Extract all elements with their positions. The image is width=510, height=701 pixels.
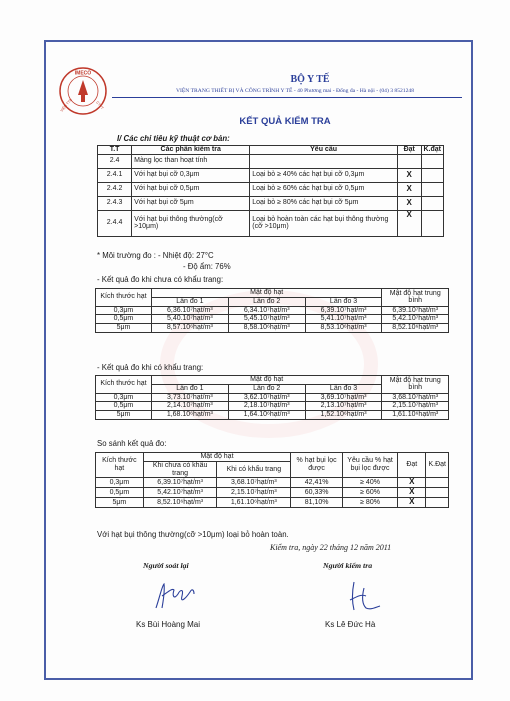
col-header: Khi có khẩu trang: [217, 461, 291, 478]
cell: 3,73.10⁷hạt/m³: [151, 393, 228, 402]
compare-table: [95, 452, 449, 508]
col-header: Lần đo 3: [305, 384, 382, 393]
col-header: Yêu cầu % hạt bụi lọc được: [342, 453, 397, 478]
table-row: [98, 168, 444, 182]
col-header: Mật độ hạt: [151, 376, 382, 385]
table-row: [96, 411, 449, 420]
table-header-row: [96, 289, 449, 298]
cell: [421, 154, 444, 168]
col-header: K.Đạt: [426, 453, 449, 478]
logo-text-right: CTYT: [95, 100, 105, 111]
cell: 2.4.2: [98, 182, 132, 196]
cell: 2.4.4: [98, 210, 132, 236]
col-header: Lần đo 1: [151, 297, 228, 306]
col-header: Mật độ hạt trung bình: [382, 376, 449, 394]
cell: X: [398, 488, 426, 498]
table-row: [98, 154, 444, 168]
cell: 6,34.10⁷hạt/m³: [228, 306, 305, 315]
table-row: [96, 402, 449, 411]
cell: Với hạt bụi cỡ 0,5μm: [132, 182, 250, 196]
table-row: [96, 315, 449, 324]
cell: 1,61.10⁶hạt/m³: [382, 411, 449, 420]
cell: 2.4.3: [98, 196, 132, 210]
cell: X: [398, 498, 426, 508]
compare-note: Với hạt bụi thông thường(cỡ >10μm) loại bỏ hoàn toàn.: [97, 530, 289, 539]
col-header: Lần đo 3: [305, 297, 382, 306]
env-humidity: - Độ ẩm: 76%: [183, 262, 231, 271]
cell: ≥ 60%: [342, 488, 397, 498]
cell: 3,62.10⁷hạt/m³: [228, 393, 305, 402]
cell: 2.4.1: [98, 168, 132, 182]
col-header: Kích thước hạt: [96, 376, 152, 394]
table-row: [98, 210, 444, 236]
cell: 8,52.10⁶hạt/m³: [143, 498, 217, 508]
no-mask-table: [95, 288, 449, 333]
cell: Với hạt bụi thông thường(cỡ >10μm): [132, 210, 250, 236]
cell: 6,39.10⁷hạt/m³: [382, 306, 449, 315]
cell: 0,5μm: [96, 315, 152, 324]
col-header: Lần đo 2: [228, 297, 305, 306]
cell: X: [397, 196, 421, 210]
cell: [421, 168, 444, 182]
table-row: [96, 306, 449, 315]
compare-heading: So sánh kết quả đo:: [97, 439, 167, 448]
cell: 5,41.10⁷hạt/m³: [305, 315, 382, 324]
cell: 3,69.10⁷hạt/m³: [305, 393, 382, 402]
cell: 6,39.10⁷hạt/m³: [305, 306, 382, 315]
cell: 0,5μm: [96, 402, 152, 411]
cell: 1,61.10⁶hạt/m³: [217, 498, 291, 508]
table-row: [96, 393, 449, 402]
cell: Loại bỏ ≥ 80% các hạt bụi cỡ 5μm: [250, 196, 398, 210]
spec-table: [97, 145, 444, 237]
table-header-row: [96, 376, 449, 385]
cell: 6,39.10⁷hạt/m³: [143, 478, 217, 488]
col-header: K.đạt: [421, 146, 444, 155]
col-header: Kích thước hạt: [96, 453, 144, 478]
cell: 42,41%: [291, 478, 343, 488]
cell: [426, 478, 449, 488]
table-row: [98, 182, 444, 196]
reviewer-title: Người soát lại: [143, 561, 189, 570]
col-header: Lần đo 1: [151, 384, 228, 393]
cell: 8,58.10⁶hạt/m³: [228, 324, 305, 333]
cell: 6,36.10⁷hạt/m³: [151, 306, 228, 315]
cell: 5,40.10⁷hạt/m³: [151, 315, 228, 324]
cell: 5μm: [96, 498, 144, 508]
cell: ≥ 40%: [342, 478, 397, 488]
cell: 81,10%: [291, 498, 343, 508]
cell: Loại bỏ ≥ 40% các hạt bụi cỡ 0,3μm: [250, 168, 398, 182]
col-header: Khi chưa có khẩu trang: [143, 461, 217, 478]
cell: 0,3μm: [96, 306, 152, 315]
cell: 2,18.10⁷hạt/m³: [228, 402, 305, 411]
cell: 0,5μm: [96, 488, 144, 498]
cell: 5μm: [96, 411, 152, 420]
page-title: KẾT QUẢ KIỂM TRA: [239, 116, 331, 127]
cell: [250, 154, 398, 168]
cell: Loại bỏ hoàn toàn các hạt bụi thông thường (cỡ >10μm): [250, 210, 398, 236]
cell: 1,52.10⁶hạt/m³: [305, 411, 382, 420]
cell: Với hạt bụi cỡ 5μm: [132, 196, 250, 210]
cell: X: [397, 210, 421, 236]
inspector-signature: [340, 578, 384, 614]
col-header: Mật độ hạt: [143, 453, 291, 462]
col-header: % hạt bụi lọc được: [291, 453, 343, 478]
col-header: Kích thước hạt: [96, 289, 152, 307]
cell: 0,3μm: [96, 393, 152, 402]
cell: 2.4: [98, 154, 132, 168]
cell: 3,68.10⁷hạt/m³: [382, 393, 449, 402]
inspector-title: Người kiểm tra: [323, 561, 373, 570]
col-header: Đạt: [398, 453, 426, 478]
table-row: [96, 498, 449, 508]
cell: Loại bỏ ≥ 60% các hạt bụi cỡ 0,5μm: [250, 182, 398, 196]
ministry-name: BỘ Y TẾ: [290, 74, 330, 85]
with-mask-table: [95, 375, 449, 420]
table-header-row: [98, 146, 444, 155]
env-temperature: * Môi trường đo : - Nhiệt độ: 27°C: [97, 251, 214, 260]
cell: 2,15.10⁷hạt/m³: [217, 488, 291, 498]
table-row: [98, 196, 444, 210]
cell: X: [397, 182, 421, 196]
cell: 5,45.10⁷hạt/m³: [228, 315, 305, 324]
col-header: Lần đo 2: [228, 384, 305, 393]
cell: [421, 210, 444, 236]
header-divider: [112, 97, 462, 98]
col-header: Yêu cầu: [250, 146, 398, 155]
cell: 60,33%: [291, 488, 343, 498]
cell: [426, 498, 449, 508]
reviewer-signature: [150, 578, 200, 614]
logo-text-left: VIỆN TTB: [59, 97, 73, 113]
cell: ≥ 80%: [342, 498, 397, 508]
col-header: Mật độ hạt trung bình: [382, 289, 449, 307]
no-mask-heading: - Kết quả đo khi chưa có khẩu trang:: [97, 275, 224, 284]
cell: 2,14.10⁷hạt/m³: [151, 402, 228, 411]
cell: 8,57.10⁶hạt/m³: [151, 324, 228, 333]
col-header: T.T: [98, 146, 132, 155]
inspection-date: Kiểm tra, ngày 22 tháng 12 năm 2011: [270, 543, 392, 552]
table-row: [96, 488, 449, 498]
cell: 2,15.10⁷hạt/m³: [382, 402, 449, 411]
cell: 5,42.10⁷hạt/m³: [143, 488, 217, 498]
col-header: Các phần kiểm tra: [132, 146, 250, 155]
cell: [421, 196, 444, 210]
inspector-name: Ks Lê Đức Hà: [325, 620, 376, 629]
cell: [421, 182, 444, 196]
table-row: [96, 324, 449, 333]
with-mask-heading: - Kết quả đo khi có khẩu trang:: [97, 363, 204, 372]
cell: [397, 154, 421, 168]
cell: 0,3μm: [96, 478, 144, 488]
cell: Với hạt bụi cỡ 0,3μm: [132, 168, 250, 182]
cell: 5μm: [96, 324, 152, 333]
institute-address: VIỆN TRANG THIẾT BỊ VÀ CÔNG TRÌNH Y TẾ - 40 Phương mai - Đống đa - Hà nội - (04) 3 8521248: [175, 88, 414, 94]
cell: 3,68.10⁷hạt/m³: [217, 478, 291, 488]
cell: 1,64.10⁶hạt/m³: [228, 411, 305, 420]
cell: X: [398, 478, 426, 488]
cell: Màng lọc than hoạt tính: [132, 154, 250, 168]
cell: 1,68.10⁶hạt/m³: [151, 411, 228, 420]
reviewer-name: Ks Bùi Hoàng Mai: [136, 620, 201, 629]
table-header-row: [96, 453, 449, 462]
cell: 8,52.10⁶hạt/m³: [382, 324, 449, 333]
cell: X: [397, 168, 421, 182]
table-row: [96, 478, 449, 488]
cell: 5,42.10⁷hạt/m³: [382, 315, 449, 324]
col-header: Đạt: [397, 146, 421, 155]
logo-text-top: IMECO: [74, 70, 92, 77]
col-header: Mật độ hạt: [151, 289, 382, 298]
cell: 8,53.10⁶hạt/m³: [305, 324, 382, 333]
section1-heading: I/ Các chỉ tiêu kỹ thuật cơ bản:: [117, 134, 230, 143]
cell: 2,13.10⁷hạt/m³: [305, 402, 382, 411]
cell: [426, 488, 449, 498]
